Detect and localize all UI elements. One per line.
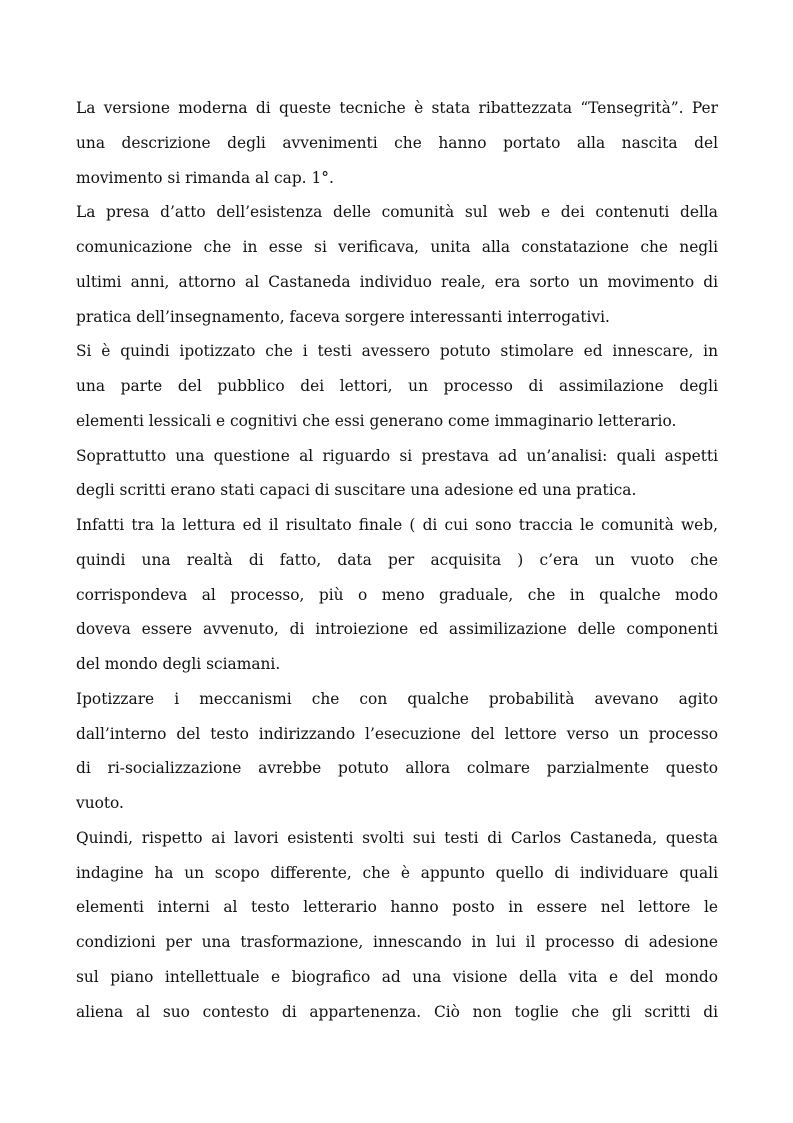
- text-line: doveva essere avvenuto, di introiezione ed assimilizazione delle componenti: [76, 620, 718, 639]
- text-line: aliena al suo contesto di appartenenza. Ciò non toglie che gli scritti di: [76, 1002, 718, 1021]
- text-line: vuoto.: [76, 794, 124, 812]
- text-line: del mondo degli sciamani.: [76, 655, 281, 673]
- body-text: [76, 91, 718, 1029]
- text-line: condizioni per una trasformazione, innescando in lui il processo di adesione: [76, 933, 718, 951]
- text-line: sul piano intellettuale e biografico ad una visione della vita e del mondo: [76, 967, 718, 986]
- text-line: La presa d’atto dell’esistenza delle comunità sul web e dei contenuti della: [76, 203, 718, 222]
- text-line: di ri-socializzazione avrebbe potuto allora colmare parzialmente questo: [76, 759, 718, 778]
- text-line: una parte del pubblico dei lettori, un processo di assimilazione degli: [76, 377, 718, 395]
- text-line: dall’interno del testo indirizzando l’esecuzione del lettore verso un processo: [76, 724, 718, 743]
- text-line: una descrizione degli avvenimenti che hanno portato alla nascita del: [76, 133, 718, 152]
- text-line: pratica dell’insegnamento, faceva sorgere interessanti interrogativi.: [76, 307, 610, 326]
- text-line: ultimi anni, attorno al Castaneda individuo reale, era sorto un movimento di: [76, 272, 718, 291]
- text-line: La versione moderna di queste tecniche è stata ribattezzata “Tensegrità”. Per: [76, 99, 718, 117]
- text-line: Soprattutto una questione al riguardo si prestava ad un’analisi: quali aspetti: [76, 446, 718, 465]
- text-line: movimento si rimanda al cap. 1°.: [76, 168, 334, 187]
- text-line: quindi una realtà di fatto, data per acquisita ) c’era un vuoto che: [76, 550, 718, 569]
- text-line: indagine ha un scopo differente, che è appunto quello di individuare quali: [76, 863, 718, 882]
- text-line: comunicazione che in esse si verificava, unita alla constatazione che negli: [76, 238, 718, 256]
- text-line: elementi lessicali e cognitivi che essi generano come immaginario letterario.: [76, 411, 677, 430]
- text-line: Si è quindi ipotizzato che i testi avessero potuto stimolare ed innescare, in: [76, 342, 718, 361]
- text-line: corrispondeva al processo, più o meno graduale, che in qualche modo: [76, 585, 718, 604]
- text-line: degli scritti erano stati capaci di suscitare una adesione ed una pratica.: [76, 481, 637, 500]
- text-line: Quindi, rispetto ai lavori esistenti svolti sui testi di Carlos Castaneda, questa: [76, 828, 718, 847]
- text-line: Ipotizzare i meccanismi che con qualche probabilità avevano agito: [76, 689, 718, 708]
- text-line: elementi interni al testo letterario hanno posto in essere nel lettore le: [76, 898, 718, 917]
- text-line: Infatti tra la lettura ed il risultato finale ( di cui sono traccia le comunità web,: [76, 516, 718, 534]
